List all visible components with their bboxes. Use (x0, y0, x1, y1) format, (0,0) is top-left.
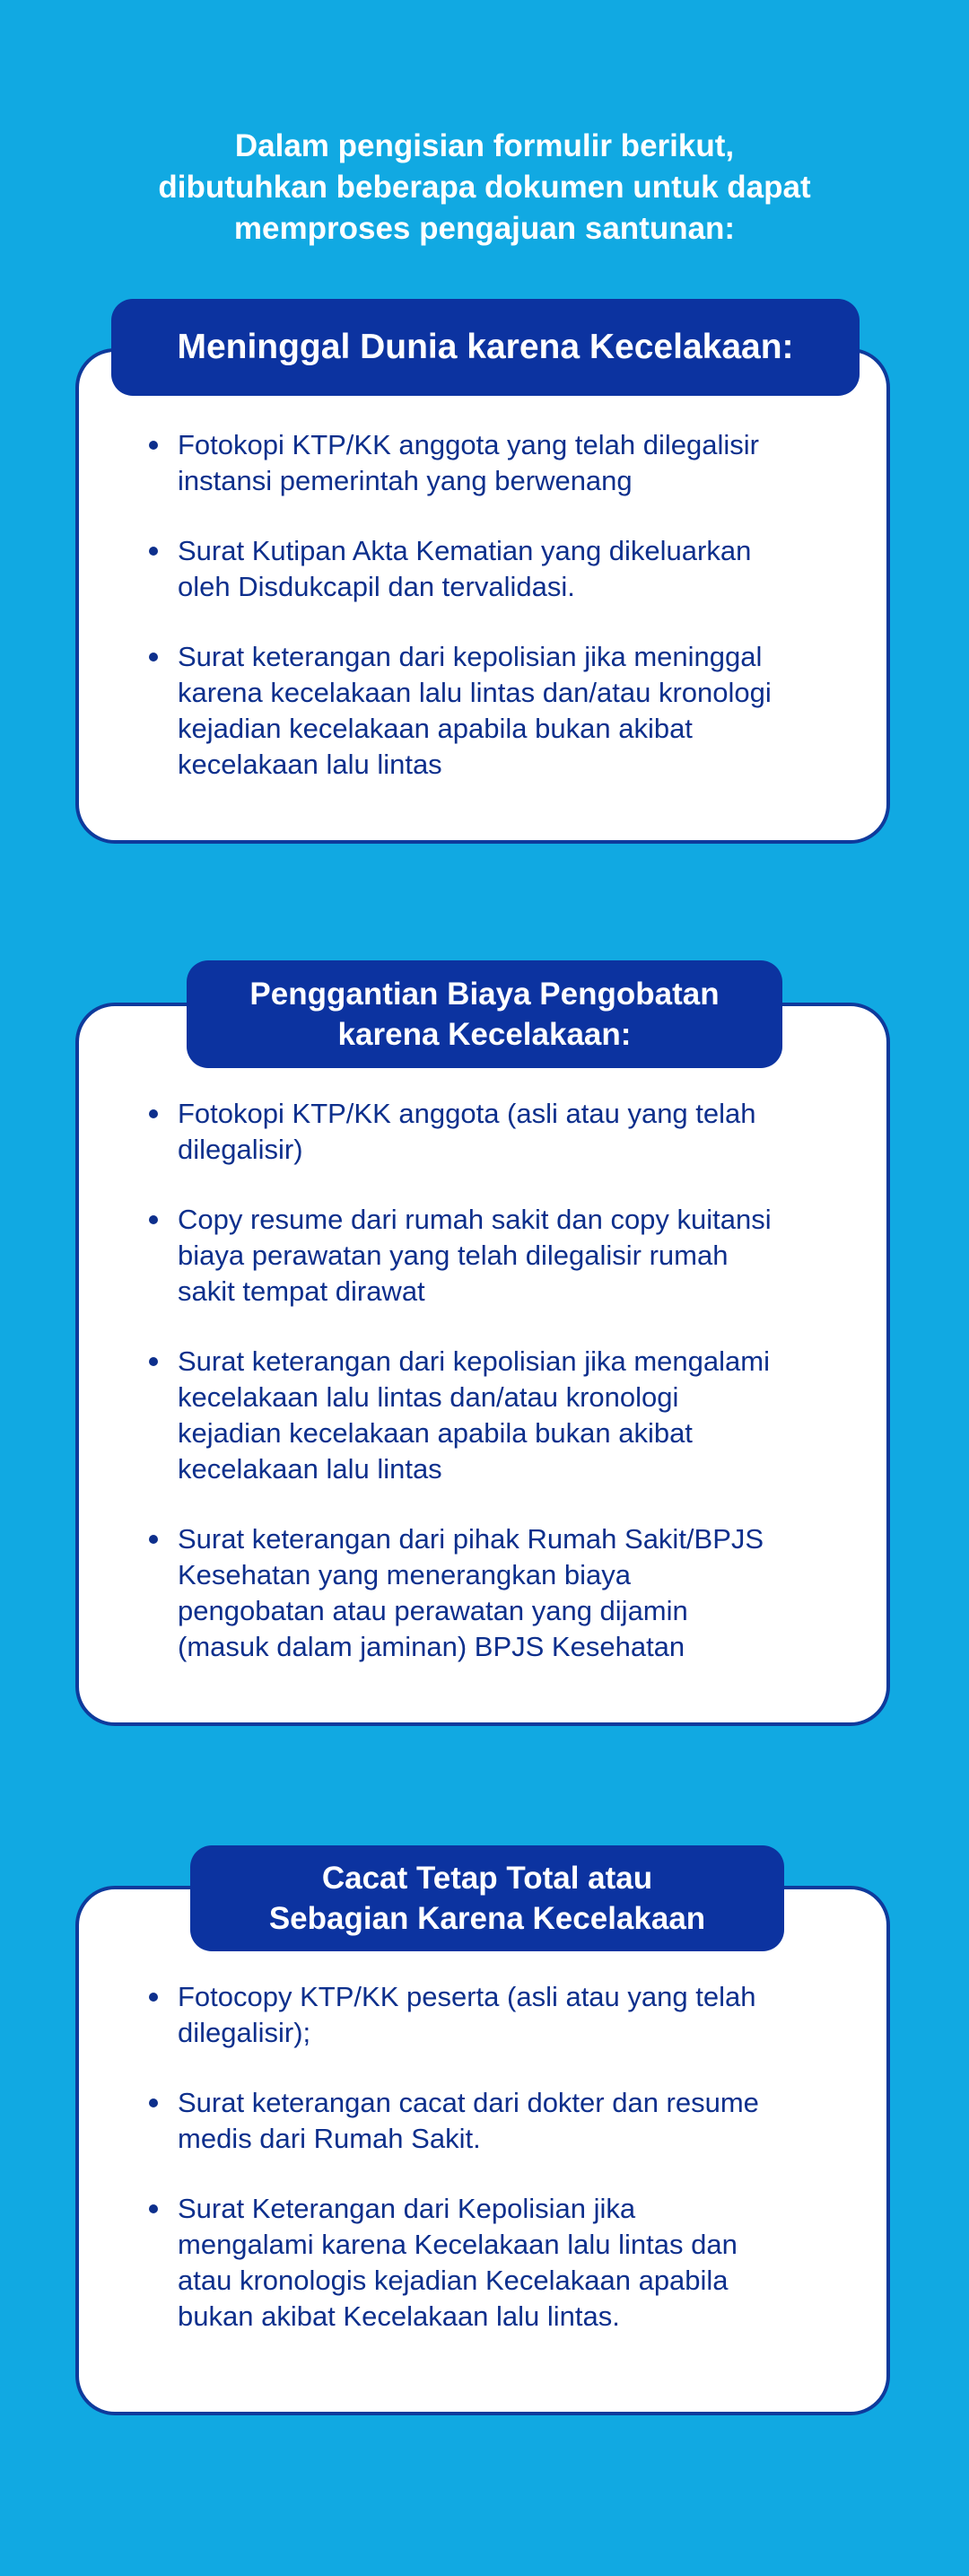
requirement-list (79, 427, 886, 783)
list-item: Surat keterangan dari kepolisian jika meninggal karena kecelakaan lalu lintas dan/atau kronologi kejadian kecelakaan apabila bukan akibat kecelakaan lalu lintas (79, 639, 886, 783)
bullet-icon (149, 2204, 158, 2213)
bullet-icon (149, 653, 158, 662)
bullet-icon (149, 1109, 158, 1118)
list-item: Surat keterangan dari kepolisian jika mengalami kecelakaan lalu lintas dan/atau kronologi kejadian kecelakaan apabila bukan akibat kecelakaan lalu lintas (79, 1344, 886, 1487)
bullet-icon (149, 1535, 158, 1544)
bullet-icon (149, 547, 158, 556)
section-title-death: Meninggal Dunia karena Kecelakaan: (111, 299, 860, 396)
bullet-icon (149, 1993, 158, 2002)
list-item: Surat Keterangan dari Kepolisian jika mengalami karena Kecelakaan lalu lintas dan atau kronologis kejadian Kecelakaan apabila bukan akibat Kecelakaan lalu lintas. (79, 2191, 886, 2335)
list-item: Surat Kutipan Akta Kematian yang dikeluarkan oleh Disdukcapil dan tervalidasi. (79, 533, 886, 605)
intro-text (81, 126, 888, 250)
list-item: Fotokopi KTP/KK anggota (asli atau yang telah dilegalisir) (79, 1096, 886, 1168)
bullet-icon (149, 441, 158, 450)
section-card-disability (75, 1886, 890, 2415)
requirement-list (79, 1096, 886, 1665)
list-item: Surat keterangan dari pihak Rumah Sakit/BPJS Kesehatan yang menerangkan biaya pengobatan atau perawatan yang dijamin (masuk dalam jaminan) BPJS Kesehatan (79, 1521, 886, 1665)
list-item: Copy resume dari rumah sakit dan copy kuitansi biaya perawatan yang telah dilegalisir rumah sakit tempat dirawat (79, 1202, 886, 1310)
section-card-death (75, 348, 890, 844)
bullet-icon (149, 2098, 158, 2107)
section-title-disability: Cacat Tetap Total atau Sebagian Karena Kecelakaan (190, 1845, 784, 1951)
requirement-list (79, 1979, 886, 2335)
intro-line: dibutuhkan beberapa dokumen untuk dapat (158, 170, 811, 205)
list-item: Surat keterangan cacat dari dokter dan resume medis dari Rumah Sakit. (79, 2085, 886, 2157)
list-item: Fotocopy KTP/KK peserta (asli atau yang telah dilegalisir); (79, 1979, 886, 2051)
section-title-medical: Penggantian Biaya Pengobatan karena Kecelakaan: (187, 960, 782, 1068)
intro-line: memproses pengajuan santunan: (233, 211, 736, 246)
section-card-medical (75, 1003, 890, 1726)
bullet-icon (149, 1215, 158, 1224)
bullet-icon (149, 1357, 158, 1366)
intro-line: Dalam pengisian formulir berikut, (234, 128, 735, 163)
list-item: Fotokopi KTP/KK anggota yang telah dilegalisir instansi pemerintah yang berwenang (79, 427, 886, 499)
